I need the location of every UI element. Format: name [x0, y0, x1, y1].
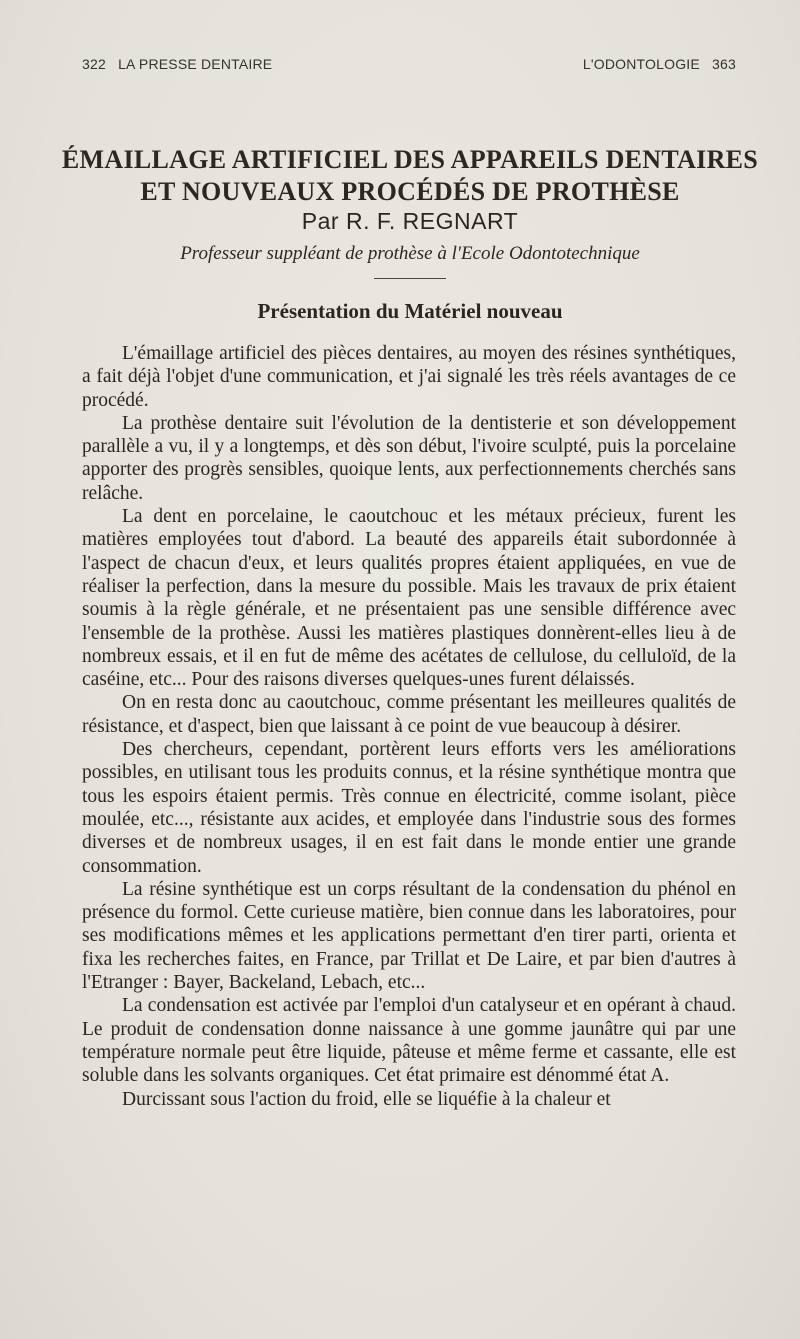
header-right	[583, 56, 736, 72]
article-title-line-1: ÉMAILLAGE ARTIFICIEL DES APPAREILS DENTAIRES	[61, 145, 759, 174]
paragraph: On en resta donc au caoutchouc, comme présentant les meilleures qualités de résistance, et d'aspect, bien que laissant à ce point de vue beaucoup à désirer.	[82, 692, 736, 737]
paragraph: Durcissant sous l'action du froid, elle se liquéfie à la chaleur et	[122, 1088, 611, 1110]
left-journal-name: LA PRESSE DENTAIRE	[118, 56, 273, 72]
author-name: Par R. F. REGNART	[301, 208, 519, 234]
running-header	[82, 56, 736, 78]
header-left	[82, 56, 280, 72]
article-body	[82, 342, 736, 1111]
paragraph: Des chercheurs, cependant, portèrent leurs efforts vers les améliorations possibles, en utilisant tous les produits connus, et la résine synthétique montra que tous les espoirs étaient permis. Très connue en électricité, comme isolant, pièce moulée, etc..., résistante aux acides, et employée dans l'industrie sous des formes diverses et de nombreux usages, il en est fait dans le monde entier une grande consommation.	[82, 739, 736, 877]
right-page-number: 363	[712, 56, 736, 72]
author-affiliation: Professeur suppléant de prothèse à l'Ecole Odontotechnique	[180, 243, 640, 264]
paragraph: La prothèse dentaire suit l'évolution de la dentisterie et son développement parallèle a vu, il y a longtemps, et dès son début, l'ivoire sculpté, puis la porcelaine apporter des progrès sensibles, quoique lents, aux perfectionnements cherchés sans relâche.	[82, 412, 736, 504]
left-page-number: 322	[82, 56, 106, 72]
divider-rule	[374, 278, 446, 279]
paragraph: L'émaillage artificiel des pièces dentaires, au moyen des résines synthétiques, a fait déjà l'objet d'une communication, et j'ai signalé les très réels avantages de ce procédé.	[82, 343, 736, 411]
section-title: Présentation du Matériel nouveau	[257, 299, 563, 323]
article-title-line-2: ET NOUVEAUX PROCÉDÉS DE PROTHÈSE	[140, 177, 680, 206]
paragraph: La condensation est activée par l'emploi d'un catalyseur et en opérant à chaud. Le produit de condensation donne naissance à une gomme jaunâtre qui par une température normale peut être liquide, pâteuse et même ferme et cassante, elle est soluble dans les solvants organiques. Cet état primaire est dénommé état A.	[82, 995, 736, 1087]
paragraph: La dent en porcelaine, le caoutchouc et les métaux précieux, furent les matières employées tout d'abord. La beauté des appareils était subordonnée à l'aspect de chacun d'eux, et leurs qualités propres étaient appliquées, en vue de réaliser la perfection, dans la mesure du possible. Mais les travaux de prix étaient soumis à la règle générale, et ne présentaient pas une sensible différence avec l'ensemble de la prothèse. Aussi les matières plastiques donnèrent-elles lieu à de nombreux essais, et il en fut de même des acétates de cellulose, du celluloïd, de la caséine, etc... Pour des raisons diverses quelques-unes furent délaissés.	[82, 506, 736, 691]
right-journal-name: L'ODONTOLOGIE	[582, 56, 700, 72]
paragraph: La résine synthétique est un corps résultant de la condensation du phénol en présence du formol. Cette curieuse matière, bien connue dans les laboratoires, pour ses modifications mêmes et les applications permettant d'en tirer parti, orienta et fixa les recherches faites, en France, par Trillat et De Laire, et par bien d'autres à l'Etranger : Bayer, Backeland, Lebach, etc...	[82, 878, 736, 994]
